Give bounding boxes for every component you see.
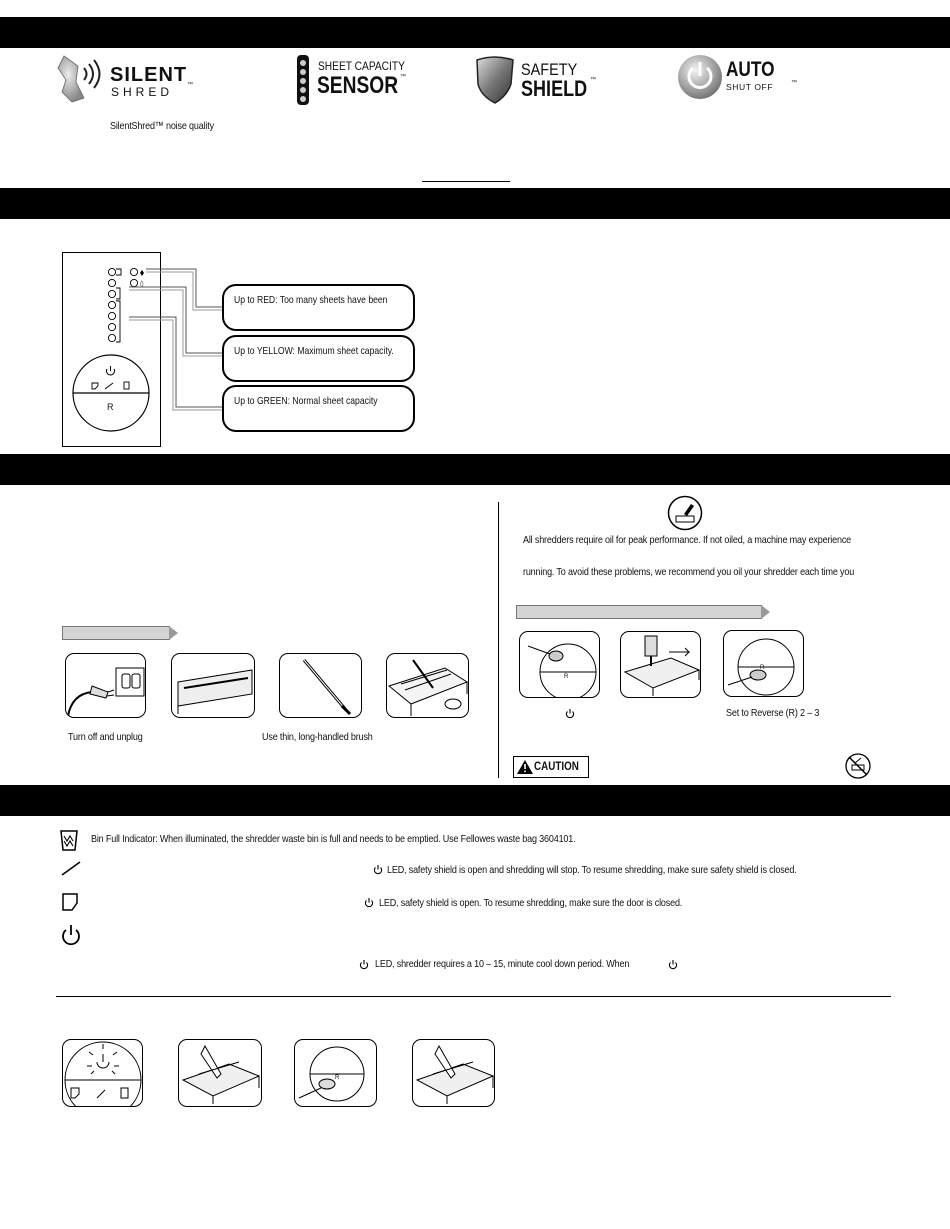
hand-feeding-icon — [179, 1040, 261, 1106]
power-blinking-icon — [63, 1040, 142, 1106]
auto-logo-line2: SHUT OFF — [726, 82, 774, 92]
caution-label — [513, 756, 589, 778]
bin-full-text: Bin Full Indicator: When illuminated, the shredder waste bin is full and needs to be emptied. Use Fellowes waste bag 3604101. — [91, 833, 576, 845]
oiling-steps-arrow — [516, 605, 762, 619]
cleaning-caption-3: Use thin, long-handled brush — [262, 731, 373, 743]
auto-logo-tm: ™ — [791, 80, 797, 86]
shield-open-text: LED, safety shield is open and shredding will stop. To resume shredding, make sure safety shield is closed. — [387, 864, 797, 876]
oil-step-reverse-illustration — [723, 630, 804, 697]
hand-refeeding-icon — [413, 1040, 494, 1106]
unplug-outlet-icon — [66, 654, 145, 717]
bottom-panel-key: R — [335, 1075, 340, 1081]
bottom-illustration-2 — [178, 1039, 262, 1107]
oil-paragraph-line2: running. To avoid these problems, we recommend you oil your shredder each time you — [523, 566, 855, 578]
callout-green — [222, 385, 415, 432]
shield-logo-line2: SHIELD — [521, 76, 588, 101]
oil-step-panel-icon — [520, 632, 599, 697]
cooldown-text: LED, shredder requires a 10 – 15, minute cool down period. When — [375, 958, 630, 970]
oil-step3-panel-key: R — [760, 665, 765, 671]
silent-logo-tm: ™ — [187, 82, 193, 88]
unplug-illustration — [65, 653, 146, 718]
oil-caption-3: Set to Reverse (R) 2 – 3 — [726, 707, 820, 719]
section-header-bar-3 — [0, 454, 950, 485]
power-symbol-icon — [364, 897, 374, 908]
callout-red-text: Up to RED: Too many sheets have been — [234, 294, 388, 306]
brush-icon — [280, 654, 361, 717]
sensor-logo-line1: SHEET CAPACITY — [318, 59, 405, 73]
no-aerosol-icon — [845, 753, 871, 779]
bottom-illustration-3 — [294, 1039, 377, 1107]
power-symbol-icon — [373, 864, 383, 875]
oil-bottle-icon — [621, 632, 700, 697]
reverse-button-press-icon — [295, 1040, 376, 1106]
sensor-logo-line2: SENSOR — [317, 72, 399, 99]
power-symbol-icon — [565, 708, 575, 719]
bottom-illustration-1 — [62, 1039, 143, 1107]
callout-green-text: Up to GREEN: Normal sheet capacity — [234, 395, 378, 407]
silent-shred-caption: SilentShred™ noise quality — [110, 120, 214, 132]
callout-yellow — [222, 335, 415, 382]
section-rule — [56, 996, 891, 997]
brush-illustration — [279, 653, 362, 718]
reverse-press-icon — [724, 631, 803, 696]
oil-step1-panel-key: R — [564, 674, 569, 680]
bottom-illustration-4 — [412, 1039, 495, 1107]
oil-icon — [667, 495, 703, 531]
panel-reverse-key: R — [107, 402, 114, 412]
callout-red — [222, 284, 415, 331]
power-status-icon — [61, 924, 81, 946]
callout-yellow-text: Up to YELLOW: Maximum sheet capacity. — [234, 345, 394, 357]
shredder-slot-icon — [172, 654, 254, 717]
warning-triangle-icon — [517, 760, 533, 774]
silent-logo-line1: SILENT — [110, 64, 188, 86]
shield-logo-tm: ™ — [590, 77, 596, 83]
cleaning-caption-1: Turn off and unplug — [68, 731, 143, 743]
power-symbol-icon — [668, 959, 678, 970]
door-open-icon — [60, 892, 80, 912]
door-open-text: LED, safety shield is open. To resume shredding, make sure the door is closed. — [379, 897, 683, 909]
auto-logo-line1: AUTO — [726, 58, 775, 81]
caution-text: CAUTION — [534, 759, 579, 773]
column-divider — [498, 502, 499, 778]
safety-shield-status-icon — [60, 859, 82, 877]
cleaning-steps-arrow — [62, 626, 170, 640]
brushing-blades-icon — [387, 654, 468, 717]
silent-logo-line2: SHRED — [111, 85, 174, 99]
cutter-opening-illustration — [171, 653, 255, 718]
sensor-logo-tm: ™ — [400, 74, 406, 80]
bin-full-icon — [59, 829, 79, 851]
oil-step-apply-illustration — [620, 631, 701, 698]
brushing-cutters-illustration — [386, 653, 469, 718]
oil-step-power-illustration — [519, 631, 600, 698]
section-header-bar-4 — [0, 785, 950, 816]
shield-logo-line1: SAFETY — [521, 60, 578, 79]
oil-paragraph-line1: All shredders require oil for peak performance. If not oiled, a machine may experience — [523, 534, 852, 546]
power-symbol-icon — [359, 959, 369, 970]
svg-text:◊: ◊ — [140, 280, 144, 288]
